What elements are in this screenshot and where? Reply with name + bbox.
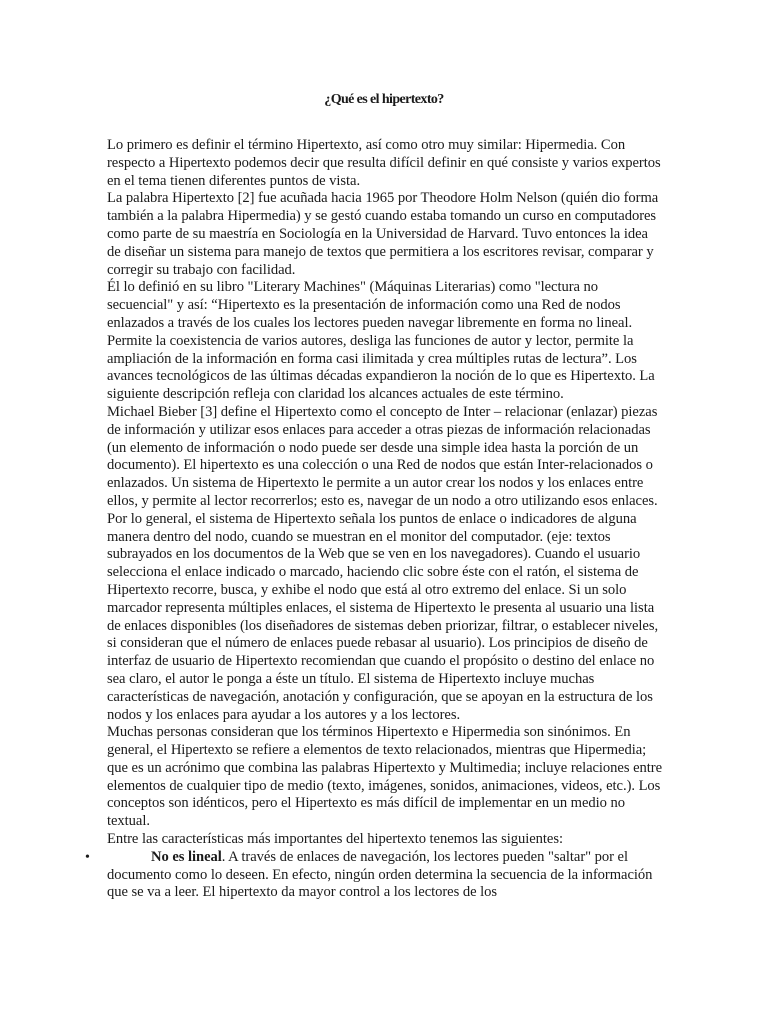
paragraph-hipermedia-comparison: Muchas personas consideran que los términos Hipertexto e Hipermedia son sinónimos. En general, el Hipertexto se refiere a elementos de texto relacionados, mientras que Hipermedia; que es un acrónimo que combina las palabras Hipertexto y Multimedia; incluye relaciones entre elementos de cualquier tipo de medio (texto, imágenes, sonidos, animaciones, videos, etc.). Los conceptos son idénticos, pero el Hipertexto es más difícil de implementar en un medio no textual.: [107, 724, 662, 830]
list-item: [85, 848, 663, 902]
paragraph-nelson-origin: La palabra Hipertexto [2] fue acuñada hacia 1965 por Theodore Holm Nelson (quién dio forma también a la palabra Hipermedia) y se gestó cuando estaba tomando un curso en computadores como parte de su maestría en Sociología en la Universidad de Harvard. Tuvo entonces la idea de diseñar un sistema para manejo de textos que permitiera a los escritores revisar, comparar y corregir su trabajo con facilidad.: [107, 190, 659, 278]
bullet-icon: •: [85, 849, 90, 865]
document-title: ¿Qué es el hipertexto?: [324, 92, 444, 107]
list-item-text: [107, 849, 663, 902]
paragraph-definition-intro: Lo primero es definir el término Hipertexto, así como otro muy similar: Hipermedia. Con respecto a Hipertexto podemos decir que resulta difícil definir en qué consiste y varios expertos en el tema tienen diferentes puntos de vista.: [107, 137, 661, 189]
list-item-term: No es lineal: [151, 848, 222, 865]
paragraph-literary-machines: Él lo definió en su libro "Literary Machines" (Máquinas Literarias) como "lectura no secuencial" y así: “Hipertexto es la presentación de información como una Red de nodos enlazados a través de los cuales los lectores pueden navegar libremente en forma no lineal. Permite la coexistencia de varios autores, desliga las funciones de autor y lector, permite la ampliación de la información en forma casi ilimitada y crea múltiples rutas de lectura”. Los avances tecnológicos de las últimas décadas expandieron la noción de lo que es Hipertexto. La siguiente descripción refleja con claridad los alcances actuales de este término.: [107, 279, 655, 403]
document-body: [85, 137, 663, 902]
paragraph-characteristics-intro: Entre las características más importantes del hipertexto tenemos las siguientes:: [107, 831, 563, 848]
list-item-description: . A través de enlaces de navegación, los lectores pueden "saltar" por el documento como lo deseen. En efecto, ningún orden determina la secuencia de la información que se va a leer. El hipertexto da mayor control a los lectores de los: [107, 848, 653, 901]
paragraph-bieber-definition: Michael Bieber [3] define el Hipertexto como el concepto de Inter – relacionar (enlazar) piezas de información y utilizar esos enlaces para acceder a otras piezas de información relacionadas (un elemento de información o nodo puede ser desde una simple idea hasta la porción de un documento). El hipertexto es una colección o una Red de nodos que están Inter-relacionados o enlazados. Un sistema de Hipertexto le permite a un autor crear los nodos y los enlaces entre ellos, y permite al lector recorrerlos; esto es, navegar de un nodo a otro utilizando esos enlaces. Por lo general, el sistema de Hipertexto señala los puntos de enlace o indicadores de alguna manera dentro del nodo, cuando se muestran en el monitor del computador. (eje: textos subrayados en los documentos de la Web que se ven en los navegadores). Cuando el usuario selecciona el enlace indicado o marcado, haciendo clic sobre éste con el ratón, el sistema de Hipertexto recorre, busca, y exhibe el nodo que está al otro extremo del enlace. Si un solo marcador representa múltiples enlaces, el sistema de Hipertexto le presenta al usuario una lista de enlaces disponibles (los diseñadores de sistemas deben priorizar, filtrar, o establecer niveles, si consideran que el número de enlaces puede rebasar al usuario). Los principios de diseño de interfaz de usuario de Hipertexto recomiendan que cuando el propósito o destino del enlace no sea claro, el autor le ponga a éste un título. El sistema de Hipertexto incluye muchas características de navegación, anotación y configuración, que se apoyan en la estructura de los nodos y los enlaces para ayudar a los autores y a los lectores.: [107, 403, 659, 723]
